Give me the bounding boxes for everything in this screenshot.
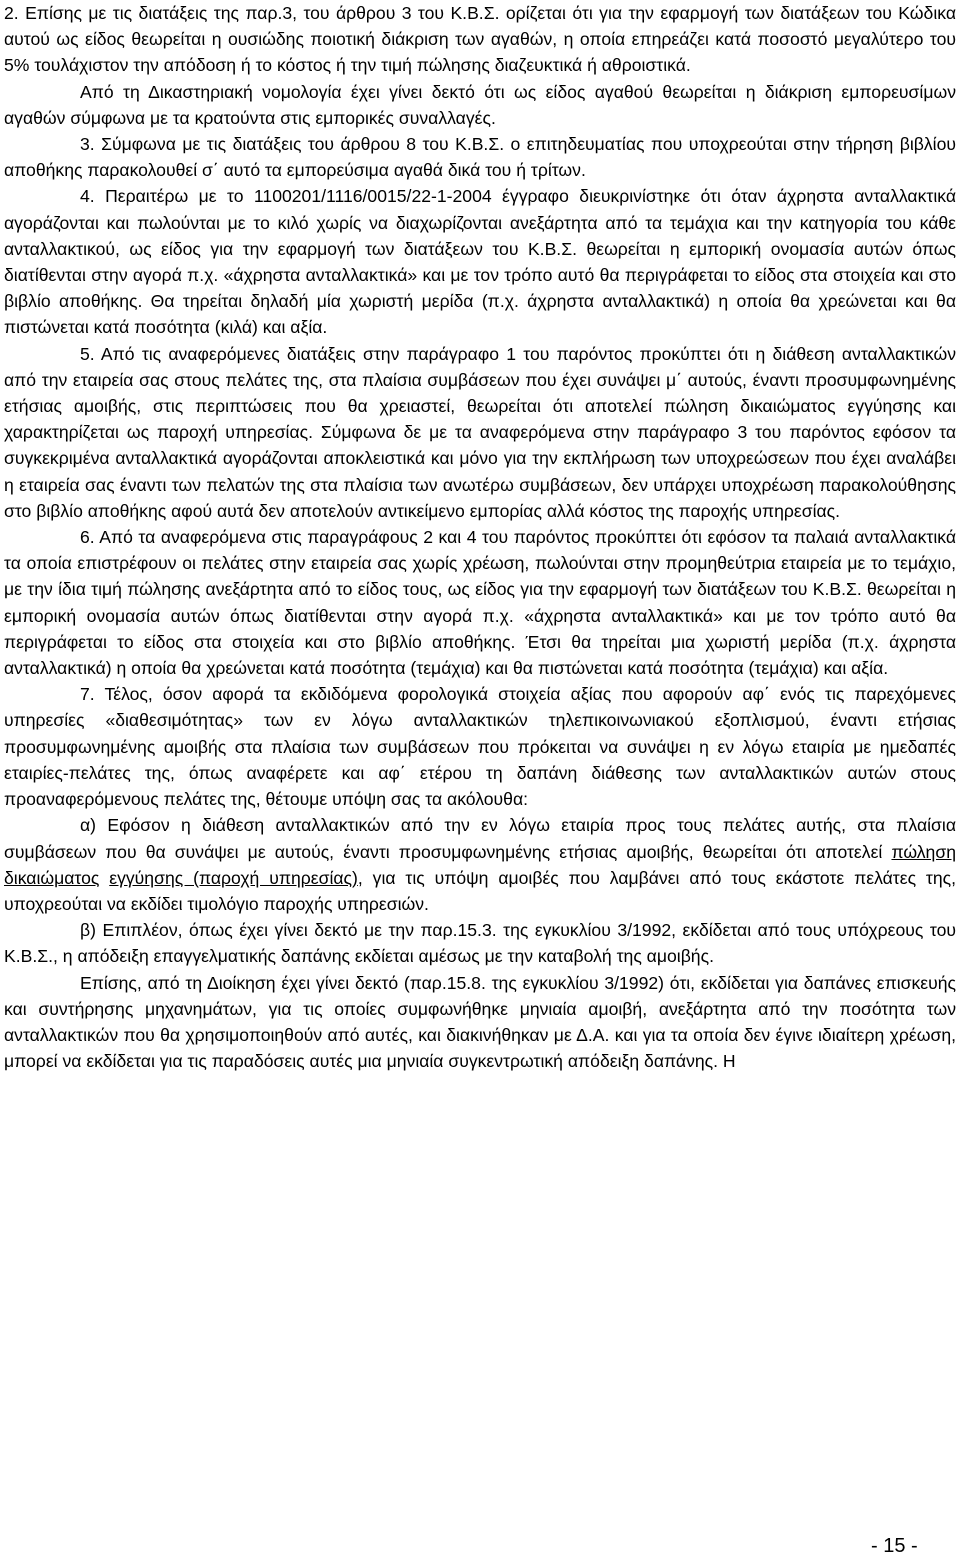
underlined-phrase-sale-of-right: πώληση δικαιώματος — [4, 841, 956, 888]
underlined-phrase-warranty-service: εγγύησης (παροχή υπηρεσίας) — [109, 867, 358, 888]
paragraph-administration: Επίσης, από τη Διοίκηση έχει γίνει δεκτό (παρ.15.8. της εγκυκλίου 3/1992) ότι, εκδίδεται για δαπάνες επισκευής και συντήρησης μηχανημάτων, για τις οποίες συμφωνήθηκε μηνιαία αμοιβή, ανεξάρτητα από την ποσότητα των ανταλλακτικών που θα χρησιμοποιηθούν από αυτές, και διακινήθηκαν με Δ.Α. και για τα οποία δεν έγινε ιδιαίτερη χρέωση, μπορεί να εκδίδεται για τις παραδόσεις αυτές μια μηνιαία συγκεντρωτική απόδειξη δαπάνης. Η — [4, 972, 956, 1072]
paragraph-2-case-law: Από τη Δικαστηριακή νομολογία έχει γίνει δεκτό ότι ως είδος αγαθού θεωρείται η διάκριση εμπορευσίμων αγαθών σύμφωνα με τα κρατούντα στις εμπορικές συναλλαγές. — [4, 81, 956, 128]
paragraph-3: 3. Σύμφωνα με τις διατάξεις του άρθρου 8 του Κ.Β.Σ. ο επιτηδευματίας που υποχρεούται στην τήρηση βιβλίου αποθήκης παρακολουθεί σ΄ αυτό τα εμπορεύσιμα αγαθά δικά του ή τρίτων. — [4, 134, 956, 181]
paragraph-7a — [4, 812, 956, 917]
paragraph-7b: β) Επιπλέον, όπως έχει γίνει δεκτό με την παρ.15.3. της εγκυκλίου 3/1992, εκδίδεται από τους υπόχρεους του Κ.Β.Σ., η απόδειξη επαγγελματικής δαπάνης εκδίεται αμέσως με την καταβολή της αμοιβής. — [4, 920, 956, 967]
paragraph-7a-text-start: α) Εφόσον η διάθεση ανταλλακτικών από την εν λόγω εταιρία προς τους πελάτες αυτής, στα πλαίσια συμβάσεων που θα συνάψει με αυτούς, έναντι προσυμφωνημένης ετήσιας αμοιβής, θεωρείται ότι αποτελεί — [4, 815, 956, 862]
paragraph-5: 5. Από τις αναφερόμενες διατάξεις στην παράγραφο 1 του παρόντος προκύπτει ότι η διάθεση ανταλλακτικών από την εταιρεία σας στους πελάτες της, στα πλαίσια συμβάσεων που έχει συνάψει μ΄ αυτούς, έναντι προσυμφωνημένης ετήσιας αμοιβής, στις περιπτώσεις που θα χρειαστεί, θεωρείται ότι αποτελεί πώληση δικαιώματος εγγύησης και χαρακτηρίζεται ως παροχή υπηρεσίας. Σύμφωνα δε με τα αναφερόμενα στην παράγραφο 3 του παρόντος εφόσον τα συγκεκριμένα ανταλλακτικά αγοράζονται αποκλειστικά και μόνο για την εκπλήρωση των υποχρεώσεων που έχει αναλάβει η εταιρεία σας έναντι των πελατών της στα πλαίσια των ανωτέρω συμβάσεων, δεν υπάρχει υποχρέωση παρακολούθησης στο βιβλίο αποθήκης αφού αυτά δεν αποτελούν αντικείμενο εμπορίας αλλά κόστος της παροχής υπηρεσίας. — [4, 343, 956, 521]
paragraph-4: 4. Περαιτέρω με το 1100201/1116/0015/22-1-2004 έγγραφο διευκρινίστηκε ότι όταν άχρηστα ανταλλακτικά αγοράζονται και πωλούνται με το κιλό χωρίς να διαχωρίζονται ανεξάρτητα από τα τεμάχια και την κατηγορία του κάθε ανταλλακτικού, ως είδος για την εφαρμογή των διατάξεων του Κ.Β.Σ. θεωρείται η εμπορική ονομασία αυτών όπως διατίθενται στην αγορά π.χ. «άχρηστα ανταλλακτικά» και με τον τρόπο αυτό θα περιγράφεται το είδος στα στοιχεία και στο βιβλίο αποθήκης. Θα τηρείται δηλαδή μία χωριστή μερίδα (π.χ. άχρηστα ανταλλακτικά) η οποία θα χρεώνεται και θα πιστώνεται κατά ποσότητα (κιλά) και αξία. — [4, 186, 956, 338]
paragraph-2: 2. Επίσης με τις διατάξεις της παρ.3, του άρθρου 3 του Κ.Β.Σ. ορίζεται ότι για την εφαρμογή των διατάξεων του Κώδικα αυτού ως είδος θεωρείται η ουσιώδης ποιοτική διάκριση των αγαθών, η οποία επηρεάζει κατά ποσοστό μεγαλύτερο του 5% τουλάχιστον την απόδοση ή το κόστος ή την τιμή πώλησης διαζευκτικά ή αθροιστικά. — [4, 3, 956, 76]
page-number: - 15 - — [871, 1535, 918, 1557]
paragraph-7: 7. Τέλος, όσον αφορά τα εκδιδόμενα φορολογικά στοιχεία αξίας που αφορούν αφ΄ ενός τις παρεχόμενες υπηρεσίες «διαθεσιμότητας» των εν λόγω ανταλλακτικών τηλεπικοινωνιακού εξοπλισμού, έναντι ετήσιας προσυμφωνημένης αμοιβής στα πλαίσια των συμβάσεων που πρόκειται να συνάψει η εν λόγω εταιρία με ημεδαπές εταιρίες-πελάτες της, όπως αναφέρετε και αφ΄ ετέρου τη δαπάνη διάθεσης των ανταλλακτικών αυτών στους προαναφερόμενους πελάτες της, θέτουμε υπόψη σας τα ακόλουθα: — [4, 684, 956, 810]
paragraph-7a-text-end: , για τις υπόψη αμοιβές που λαμβάνει από τους εκάστοτε πελάτες της, υποχρεούται να εκδίδει τιμολόγιο παροχής υπηρεσιών. — [4, 867, 957, 914]
document-body — [4, 0, 956, 1074]
paragraph-6: 6. Από τα αναφερόμενα στις παραγράφους 2 και 4 του παρόντος προκύπτει ότι εφόσον τα παλαιά ανταλλακτικά τα οποία επιστρέφουν οι πελάτες στην εταιρεία σας χωρίς χρέωση, πωλούνται στην προμηθεύτρια εταιρεία με το τεμάχιο, με την ίδια τιμή πώλησης ανεξάρτητα από το είδος τους, ως είδος για την εφαρμογή των διατάξεων του Κ.Β.Σ. θεωρείται η εμπορική ονομασία αυτών όπως διατίθενται στην αγορά π.χ. «άχρηστα ανταλλακτικά» και με τον τρόπο αυτό θα περιγράφεται το είδος στα στοιχεία και στο βιβλίο αποθήκης. Έτσι θα τηρείται μια χωριστή μερίδα (π.χ. άχρηστα ανταλλακτικά) η οποία θα χρεώνεται κατά ποσότητα (τεμάχια) και θα πιστώνεται κατά ποσότητα (τεμάχια) και αξία. — [4, 527, 956, 679]
